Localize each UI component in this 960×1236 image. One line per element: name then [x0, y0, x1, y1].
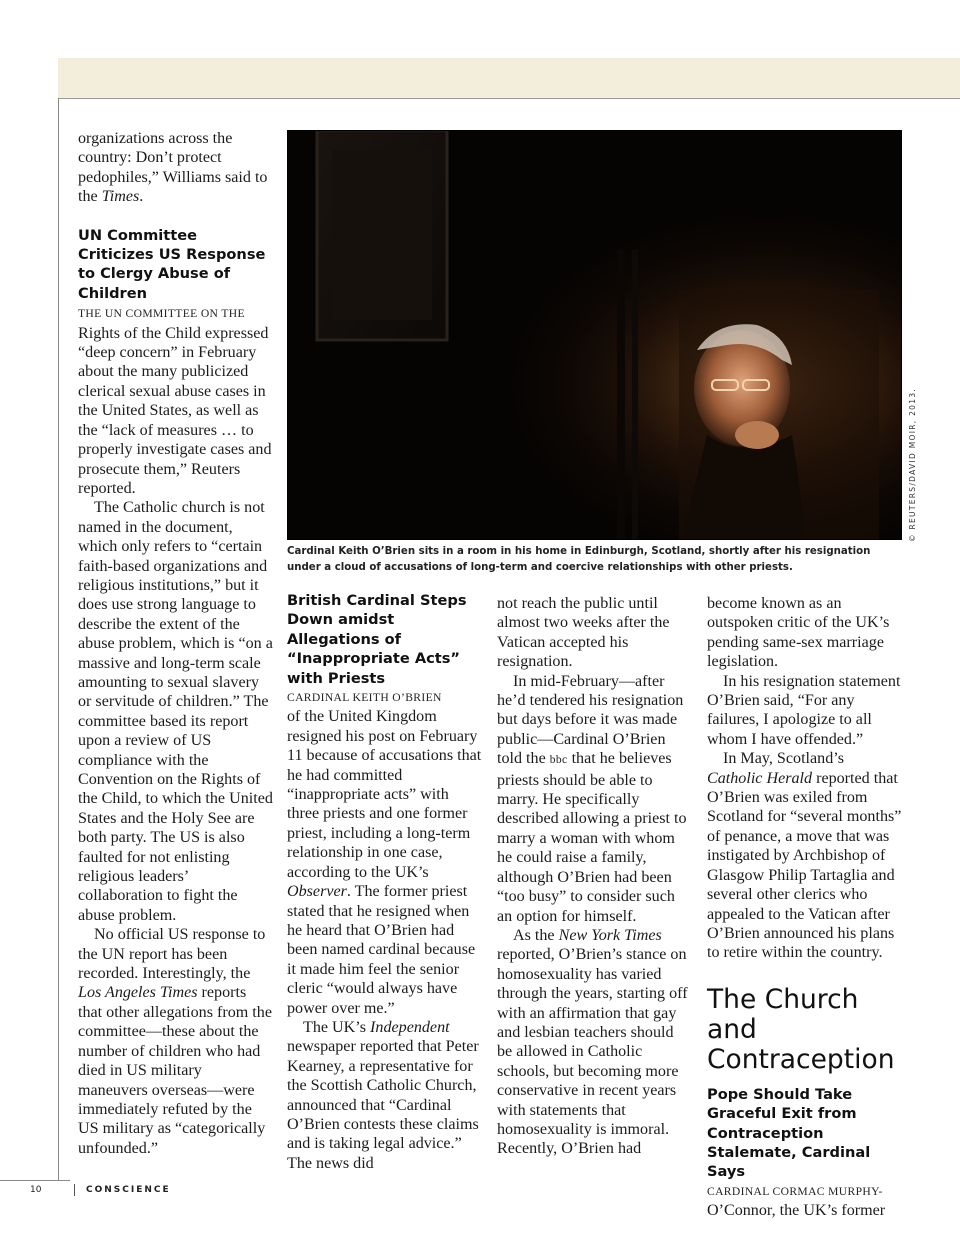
col4-paragraph-3: In May, Scotland’s Catholic Herald reported that O’Brien was exiled from Scotland for “several months” of penance, a move that was instigated by Archbishop of Glasgow Philip Tartaglia and several other clerics who appealed to the Vatican after O’Brien announced his plans to retire within the country. [707, 750, 902, 962]
cardinal-headline: British Cardinal Steps Down amidst Allegations of “Inappropriate Acts” with Priests [287, 592, 467, 687]
page-footer [30, 1184, 171, 1198]
column-3 [497, 594, 691, 1159]
cardinal-byline: CARDINAL KEITH O’BRIEN [287, 691, 442, 705]
photo-credit: © REUTERS/DAVID MOIR, 2013. [908, 387, 917, 542]
photo-illustration [287, 130, 902, 540]
header-band [58, 58, 960, 99]
intro-paragraph: organizations across the country: Don’t protect pedophiles,” Williams said to the Times. [78, 130, 268, 206]
cardinal-paragraph-1: of the United Kingdom resigned his post on February 11 because of accusations that he had committed “inappropriate acts” with three priests and one former priest, including a long-term relationship in one case, according to the UK’s Observer. The former priest stated that he resigned when he heard that O’Brien had been named cardinal because it made him feel the senior cleric “would always have power over me.” [287, 708, 482, 1017]
page-number: 10 [30, 1185, 42, 1195]
un-committee-paragraph-2: The Catholic church is not named in the document, which only refers to “certain faith-based organizations and religious institutions,” but it does use strong language to describe the extent of the abuse problem, which is “on a massive and long-term scale amounting to sexual slavery or servitude of children.” The committee based its report upon a review of US compliance with the Convention on the Rights of the Child, to which the United States and the Holy See are both party. The US is also faulted for not enlisting religious leaders’ collaboration to fight the abuse problem. [78, 499, 273, 924]
un-committee-headline: UN Committee Criticizes US Response to Clergy Abuse of Children [78, 226, 266, 302]
col3-paragraph-1: not reach the public until almost two weeks after the Vatican accepted his resignation. [497, 595, 670, 671]
contraception-byline: CARDINAL CORMAC MURPHY- [707, 1184, 883, 1198]
footer-separator [74, 1184, 75, 1196]
un-committee-paragraph-3: No official US response to the UN report has been recorded. Interestingly, the Los Angeles Times reports that other allegations from the committee—these about the number of children who had died in US military maneuvers overseas—were immediately refuted by the US military as “categorically unfounded.” [78, 926, 272, 1157]
col3-paragraph-3: As the New York Times reported, O’Brien’s stance on homosexuality has varied through the years, starting off with an affirmation that gay and lesbian teachers should be allowed in Catholic schools, but becoming more conservative in recent years with statements that homosexuality is immoral. Recently, O’Brien had [497, 926, 688, 1158]
contraception-headline: Pope Should Take Graceful Exit from Contraception Stalemate, Cardinal Says [707, 1085, 871, 1181]
un-committee-byline: THE UN COMMITTEE ON THE Rights of the Child expressed “deep concern” in February about the many publicized clerical sexual abuse cases in the United States, as well as the “lack of measures … to properly investigate cases and prosecute them,” Reuters reported. [78, 307, 272, 497]
cardinal-paragraph-2: The UK’s Independent newspaper reported that Peter Kearney, a representative for the Scottish Catholic Church, announced that “Cardinal O’Brien contests these claims and is taking legal advice.” The news did [287, 1018, 479, 1172]
magazine-name: CONSCIENCE [86, 1185, 171, 1195]
footer-rule [0, 1180, 70, 1181]
column-1 [78, 129, 274, 1158]
section-title: The Church and Contraception [707, 983, 895, 1075]
photo-caption: Cardinal Keith O’Brien sits in a room in his home in Edinburgh, Scotland, shortly after his resignation under a cloud of accusations of long-term and coercive relationships with other priests. [287, 546, 871, 573]
column-4 [707, 594, 903, 1221]
column-2 [287, 575, 482, 1173]
cardinal-photo [287, 130, 902, 540]
col4-paragraph-2: In his resignation statement O’Brien said, “For any failures, I apologize to all whom I have offended.” [707, 672, 901, 748]
left-margin-rule [58, 98, 59, 1180]
col3-paragraph-2: In mid-February—after he’d tendered his resignation but days before it was made public—Cardinal O’Brien told the bbc that he believes priests should be able to marry. He specifically described allowing a priest to marry a woman with whom he could raise a family, although O’Brien had been “too busy” to consider such an option for himself. [497, 672, 687, 925]
contraception-paragraph-1: O’Connor, the UK’s former [707, 1202, 886, 1220]
col4-paragraph-1: become known as an outspoken critic of the UK’s pending same-sex marriage legislation. [707, 595, 890, 671]
